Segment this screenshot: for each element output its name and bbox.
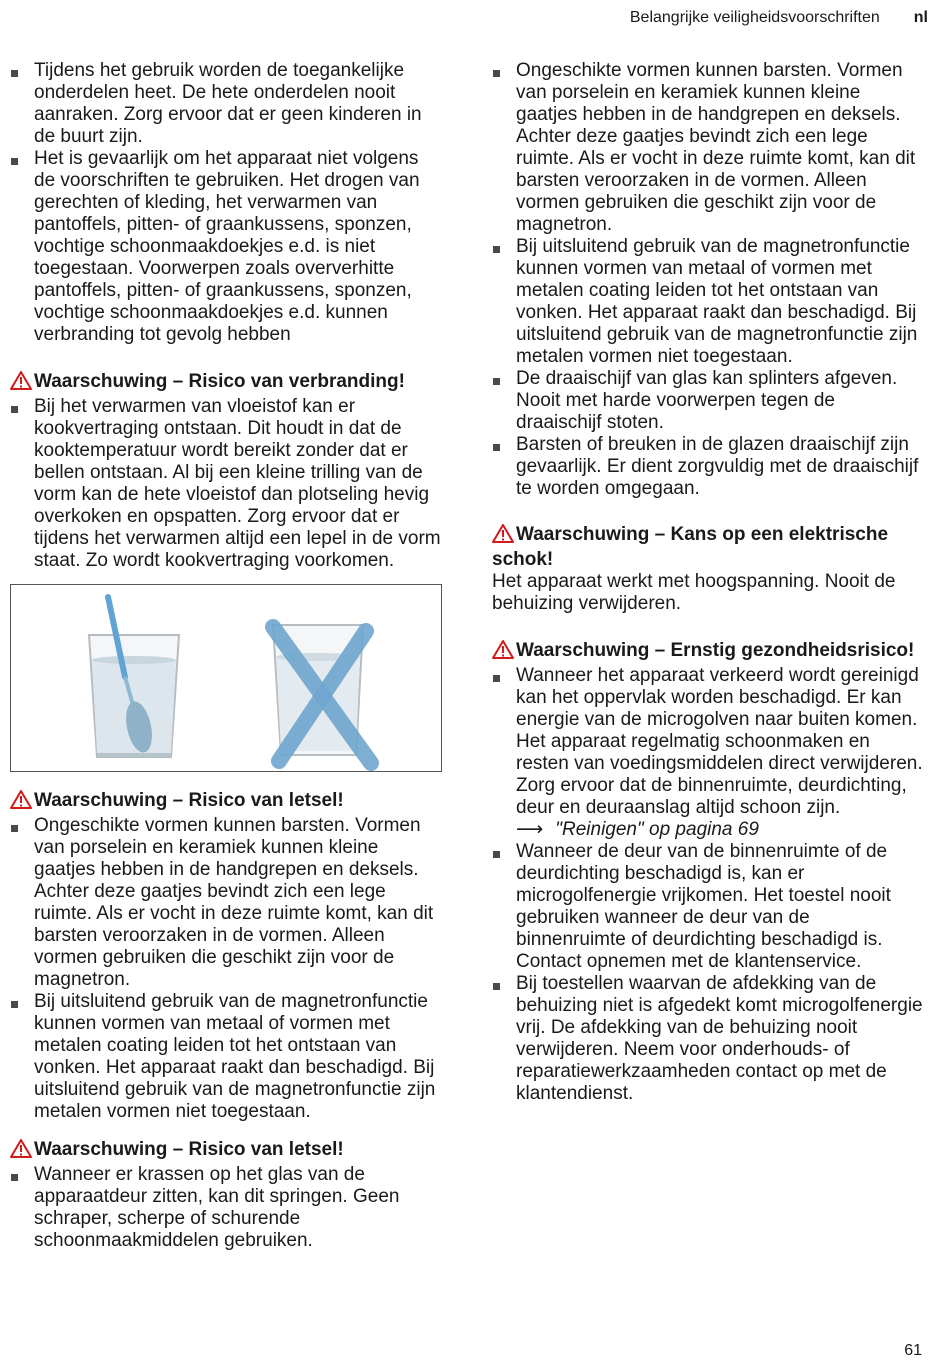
list-item: Wanneer het apparaat verkeerd wordt gereinigd kan het oppervlak worden beschadigd. Er kan energie van de microgolven naar buiten komen. Het apparaat regelmatig schoonmaken en resten van voedingsmiddelen direct verwijderen. Zorg ervoor dat de binnenruimte, deurdichting, deur en deuraanslag altijd schoon zijn. <box>492 665 924 819</box>
burn-list <box>10 396 442 572</box>
arrow-right-icon: ⟶ <box>516 819 544 840</box>
health-list <box>492 665 924 819</box>
list-item: Wanneer er krassen op het glas van de apparaatdeur zitten, kan dit springen. Geen schraper, scherpe of schurende schoonmaakmiddelen gebruiken. <box>10 1164 442 1252</box>
list-item: De draaischijf van glas kan splinters afgeven. Nooit met harde voorwerpen tegen de draaischijf stoten. <box>492 368 924 434</box>
right-column <box>492 60 924 1105</box>
spoon-glass-illustration <box>10 584 442 772</box>
warning-triangle-icon <box>492 524 514 549</box>
warning-triangle-icon <box>10 371 32 396</box>
list-item: Bij uitsluitend gebruik van de magnetronfunctie kunnen vormen van metaal of vormen met metalen coating leiden tot het ontstaan van vonken. Het apparaat raakt dan beschadigd. Bij uitsluitend gebruik van de magnetronfunctie zijn metalen vormen niet toegestaan. <box>10 991 442 1123</box>
language-code: nl <box>913 9 928 26</box>
health-list-rest <box>492 841 924 1105</box>
right-top-list <box>492 60 924 500</box>
list-item: Ongeschikte vormen kunnen barsten. Vormen van porselein en keramiek kunnen kleine gaatjes hebben in de handgrepen en deksels. Achter deze gaatjes bevindt zich een lege ruimte. Als er vocht in deze ruimte komt, kan dit barsten veroorzaken in de vormen. Alleen vormen gebruiken die geschikt zijn voor de magnetron. <box>10 815 442 991</box>
list-item: Bij toestellen waarvan de afdekking van de behuizing niet is afgedekt komt microgolfenergie vrij. De afdekking van de behuizing nooit verwijderen. Neem voor onderhouds- of reparatiewerkzaamheden contact op met de klantendienst. <box>492 973 924 1105</box>
list-item: Bij het verwarmen van vloeistof kan er kookvertraging ontstaan. Dit houdt in dat de kooktemperatuur wordt bereikt zonder dat er bellen ontstaan. Al bij een kleine trilling van de vorm kan de hete vloeistof dan plotseling hevig overkoken en opspatten. Zorg ervoor dat er tijdens het verwarmen altijd een lepel in de vorm staat. Zo wordt kookvertraging voorkomen. <box>10 396 442 572</box>
list-item: Ongeschikte vormen kunnen barsten. Vormen van porselein en keramiek kunnen kleine gaatjes hebben in de handgrepen en deksels. Achter deze gaatjes bevindt zich een lege ruimte. Als er vocht in deze ruimte komt, kan dit barsten veroorzaken in de vormen. Alleen vormen gebruiken die geschikt zijn voor de magnetron. <box>492 60 924 236</box>
section-title: Belangrijke veiligheidsvoorschriften <box>629 9 880 26</box>
injury-list-2 <box>10 1164 442 1252</box>
glass-with-spoon-icon <box>89 597 179 757</box>
list-item: Bij uitsluitend gebruik van de magnetronfunctie kunnen vormen van metaal of vormen met metalen coating leiden tot het ontstaan van vonken. Het apparaat raakt dan beschadigd. Bij uitsluitend gebruik van de magnetronfunctie zijn metalen vormen niet toegestaan. <box>492 236 924 368</box>
list-item: Tijdens het gebruik worden de toegankelijke onderdelen heet. De hete onderdelen nooit aanraken. Zorg ervoor dat er geen kinderen in de buurt zijn. <box>10 60 442 148</box>
left-column <box>10 60 442 1252</box>
page-header <box>630 9 928 27</box>
warning-heading-health: Waarschuwing – Ernstig gezondheidsrisico! <box>492 640 924 665</box>
warning-triangle-icon <box>10 790 32 815</box>
list-item: Wanneer de deur van de binnenruimte of de deurdichting beschadigd is, kan er microgolfenergie vrijkomen. Het toestel nooit gebruiken wanneer de deur van de binnenruimte of deurdichting beschadigd is. Contact opnemen met de klantenservice. <box>492 841 924 973</box>
cross-reference-link[interactable]: ⟶ "Reinigen" op pagina 69 <box>516 819 759 840</box>
warning-heading-injury-1: Waarschuwing – Risico van letsel! <box>10 790 442 815</box>
list-item: Het is gevaarlijk om het apparaat niet volgens de voorschriften te gebruiken. Het drogen van gerechten of kleding, het verwarmen van pantoffels, pitten- of graankussens, sponzen, vochtige schoonmaakdoekjes e.d. is niet toegestaan. Voorwerpen zoals oververhitte pantoffels, pitten- of graankussens, sponzen, vochtige schoonmaakdoekjes e.d. kunnen verbranding tot gevolg hebben <box>10 148 442 346</box>
intro-list <box>10 60 442 346</box>
shock-text: Het apparaat werkt met hoogspanning. Nooit de behuizing verwijderen. <box>492 571 896 614</box>
warning-heading-burn: Waarschuwing – Risico van verbranding! <box>10 371 442 396</box>
warning-triangle-icon <box>492 640 514 665</box>
list-item: Barsten of breuken in de glazen draaischijf zijn gevaarlijk. Er dient zorgvuldig met de draaischijf te worden omgegaan. <box>492 434 924 500</box>
page-number: 61 <box>904 1342 922 1359</box>
injury-list-1 <box>10 815 442 1123</box>
warning-heading-shock: Waarschuwing – Kans op een elektrische schok! <box>492 524 889 570</box>
warning-triangle-icon <box>10 1139 32 1164</box>
warning-heading-injury-2: Waarschuwing – Risico van letsel! <box>10 1139 442 1164</box>
